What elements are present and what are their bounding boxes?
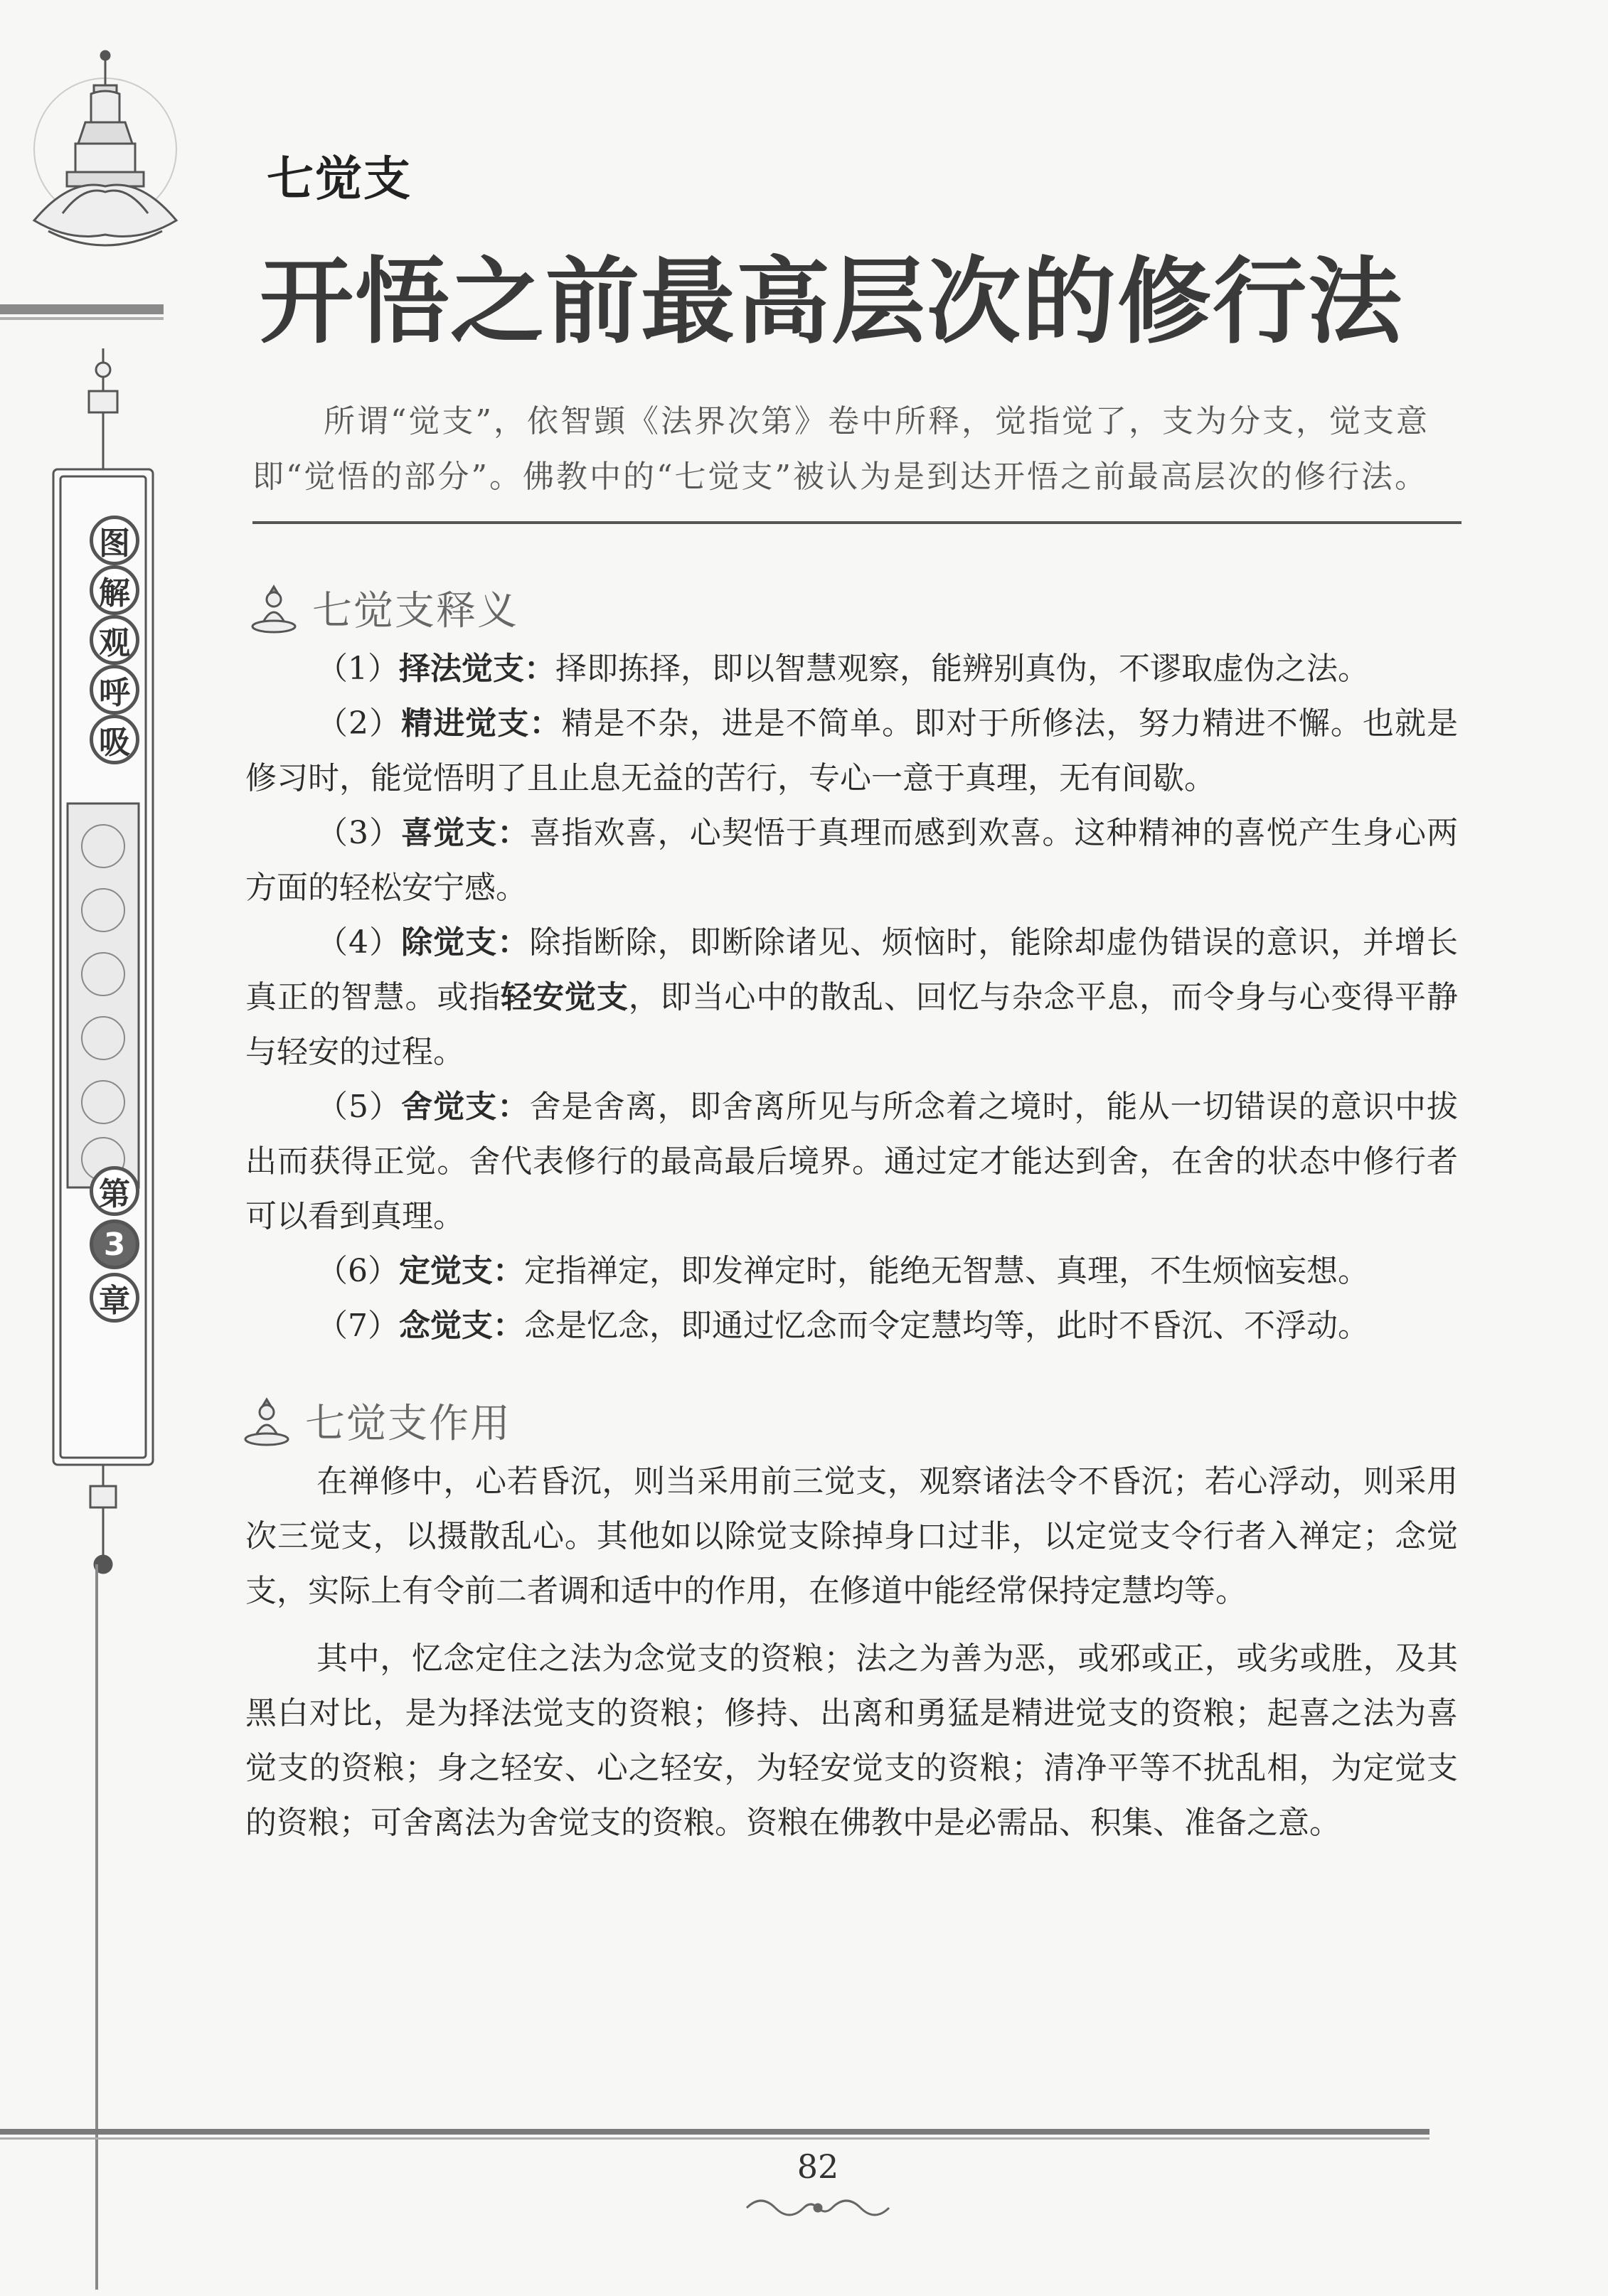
footer-rule (0, 2129, 1429, 2135)
intro-line: 所谓“觉支”，依智顗《法界次第》卷中所释，觉指觉了，支为分支，觉支意 (324, 403, 1429, 439)
item-text: 喜指欢喜，心契悟于真理而感到欢喜。这种精神的喜悦产生身心两方面的轻松安宁感。 (245, 815, 1459, 906)
item-number: （1） (316, 651, 399, 687)
item-text: 舍是舍离，即舍离所见与所念着之境时，能从一切错误的意识中拔出而获得正觉。舍代表修行的最高最后境界。通过定才能达到舍，在舍的状态中修行者可以看到真理。 (245, 1089, 1459, 1234)
section-heading-meaning (245, 580, 518, 636)
definition-item (245, 1079, 1458, 1244)
item-number: （5） (316, 1089, 402, 1125)
item-term: 定觉支： (399, 1253, 524, 1289)
item-text: 精是不杂，进是不简单。即对于所修法，努力精进不懈。也就是修习时，能觉悟明了且止息无益的苦行，专心一意于真理，无有间歇。 (245, 705, 1459, 796)
intro-divider (252, 521, 1461, 524)
page-title: 开悟之前最高层次的修行法 (260, 247, 1403, 357)
section-heading-text: 七觉支释义 (312, 588, 518, 634)
item-term: 喜觉支： (401, 815, 530, 851)
intro-line: 即“觉悟的部分”。佛教中的“七觉支”被认为是到达开悟之前最高层次的修行法。 (252, 459, 1428, 495)
margin-line (95, 1564, 98, 2290)
section-subtitle: 七觉支 (267, 151, 412, 206)
definition-item (245, 1298, 1458, 1353)
chapter-char: 章 (90, 1273, 139, 1323)
footer-rule-thin (0, 2137, 1429, 2140)
intro-paragraph (252, 394, 1461, 505)
item-term: 除觉支： (401, 924, 530, 961)
definition-item (245, 696, 1458, 806)
definition-item (245, 641, 1458, 696)
function-text (245, 1454, 1458, 1850)
definition-item (245, 806, 1458, 915)
side-tab-char: 解 (90, 565, 139, 615)
body-paragraph: 其中，忆念定住之法为念觉支的资粮；法之为善为恶，或邪或正，或劣或胜，及其黑白对比，是为择法觉支的资粮；修持、出离和勇猛是精进觉支的资粮；起喜之法为喜觉支的资粮；身之轻安、心之轻安，为轻安觉支的资粮；清净平等不扰乱相，为定觉支的资粮；可舍离法为舍觉支的资粮。资粮在佛教中是必需品、积集、准备之意。 (245, 1640, 1458, 1841)
side-tab-char: 呼 (90, 665, 139, 715)
page-number: 82 (797, 2147, 839, 2186)
definitions-list (245, 641, 1458, 1353)
section-heading-function (238, 1392, 511, 1449)
item-number: （4） (316, 924, 402, 961)
body-paragraph: 在禅修中，心若昏沉，则当采用前三觉支，观察诸法令不昏沉；若心浮动，则采用次三觉支，以摄散乱心。其他如以除觉支除掉身口过非，以定觉支令行者入禅定；念觉支，实际上有令前二者调和适中的作用，在修道中能经常保持定慧均等。 (245, 1463, 1458, 1609)
item-term: 舍觉支： (401, 1089, 530, 1125)
item-text: 定指禅定，即发禅定时，能绝无智慧、真理，不生烦恼妄想。 (524, 1253, 1369, 1289)
definition-item (245, 1244, 1458, 1298)
item-number: （2） (316, 705, 402, 742)
item-term: 择法觉支： (399, 651, 555, 687)
item-text: 除指断除，即断除诸见、烦恼时，能除却虚伪错误的意识，并增长真正的智慧。或指 (245, 924, 1459, 1015)
item-term: 念觉支： (399, 1308, 524, 1344)
meditating-monk-icon (245, 580, 302, 636)
side-tab-char: 观 (90, 615, 139, 665)
header-rule (0, 304, 164, 314)
item-number: （6） (316, 1253, 399, 1289)
item-text: 择即拣择，即以智慧观察，能辨别真伪，不谬取虚伪之法。 (555, 651, 1369, 687)
section-heading-text: 七觉支作用 (305, 1401, 511, 1447)
chapter-number: 3 (90, 1219, 139, 1269)
meditating-monk-icon (238, 1392, 295, 1449)
item-text: ，即当心中的散乱、回忆与杂念平息，而令身与心变得平静与轻安的过程。 (245, 979, 1459, 1070)
side-tab-char: 图 (90, 516, 139, 565)
item-term: 精进觉支： (401, 705, 562, 742)
side-tab-char: 吸 (90, 715, 139, 764)
item-number: （3） (316, 815, 402, 851)
item-term: 轻安觉支 (501, 979, 629, 1015)
header-rule-thin (0, 317, 164, 320)
definition-item (245, 915, 1458, 1079)
item-text: 念是忆念，即通过忆念而令定慧均等，此时不昏沉、不浮动。 (524, 1308, 1369, 1344)
item-number: （7） (316, 1308, 399, 1344)
stupa-lotus-emblem (20, 43, 191, 277)
chapter-char: 第 (90, 1166, 139, 1216)
flourish-ornament-icon (740, 2190, 896, 2226)
